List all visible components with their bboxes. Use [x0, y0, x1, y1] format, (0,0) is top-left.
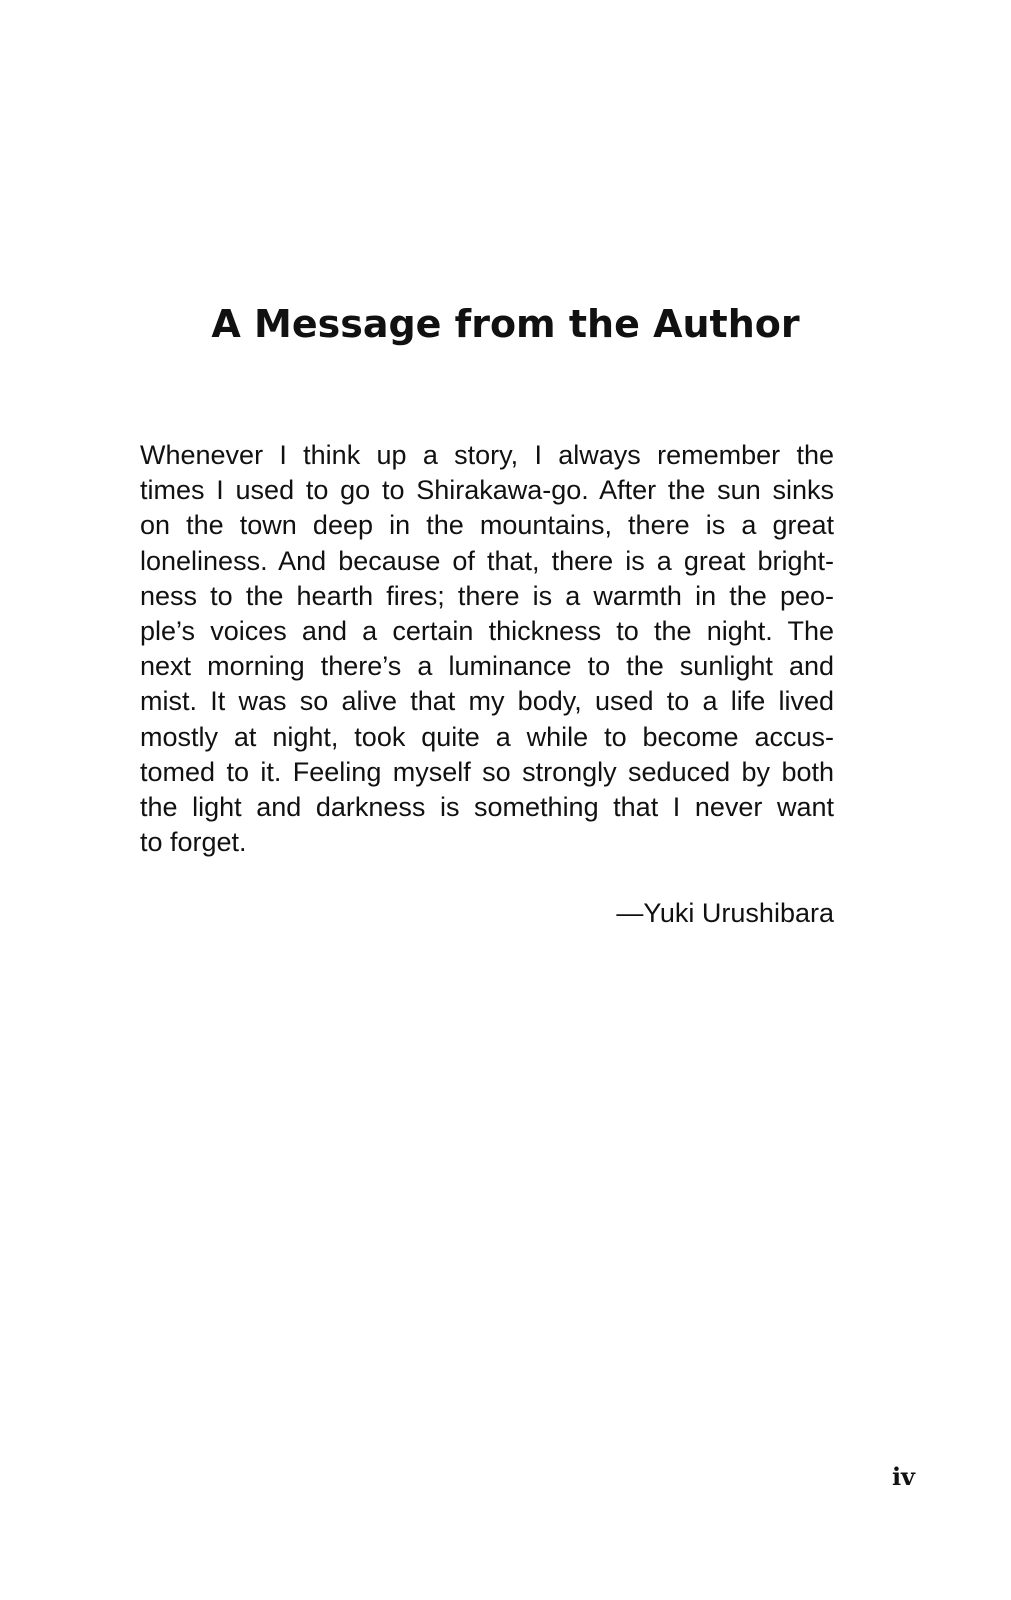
page-title: A Message from the Author	[211, 302, 800, 346]
body-line: mostly at night, took quite a while to become accus-	[140, 721, 834, 752]
body-line: tomed to it. Feeling myself so strongly seduced by both	[140, 756, 834, 787]
page-number: iv	[891, 1462, 915, 1491]
author-signature: —Yuki Urushibara	[616, 898, 834, 928]
body-line: mist. It was so alive that my body, used to a life lived	[140, 686, 834, 717]
body-line: on the town deep in the mountains, there is a great	[140, 510, 834, 541]
body-line: next morning there’s a luminance to the sunlight and	[140, 651, 834, 682]
body-line: ple’s voices and a certain thickness to the night. The	[140, 616, 834, 647]
message-body	[140, 438, 834, 860]
body-line: the light and darkness is something that I never want	[140, 792, 834, 823]
body-line: Whenever I think up a story, I always remember the	[140, 440, 834, 470]
body-line: times I used to go to Shirakawa-go. After the sun sinks	[140, 475, 834, 506]
body-line: loneliness. And because of that, there is a great bright-	[140, 545, 834, 576]
body-line: to forget.	[140, 827, 247, 858]
body-line: ness to the hearth fires; there is a warmth in the peo-	[140, 580, 834, 611]
